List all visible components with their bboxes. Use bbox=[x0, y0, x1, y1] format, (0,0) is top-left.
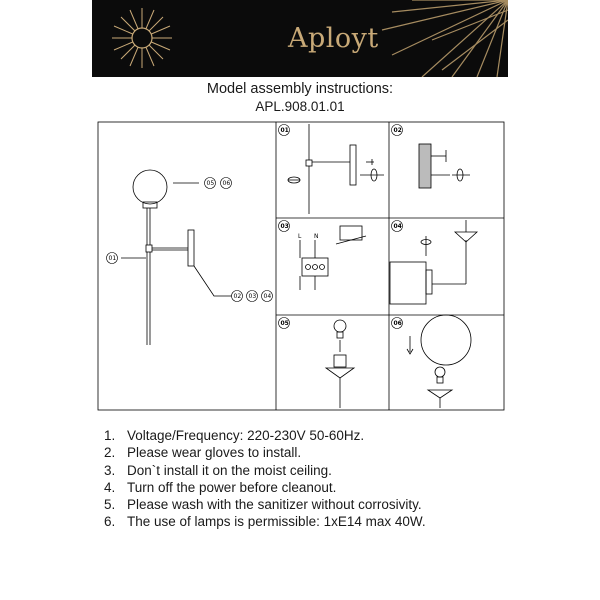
step-05-panel bbox=[279, 318, 355, 409]
label-06 bbox=[221, 178, 232, 189]
svg-text:01: 01 bbox=[108, 255, 117, 262]
svg-text:03: 03 bbox=[248, 293, 257, 300]
brand-name: Aployt bbox=[288, 23, 379, 54]
svg-text:06: 06 bbox=[222, 180, 231, 187]
label-04 bbox=[262, 291, 273, 302]
label-02 bbox=[232, 291, 243, 302]
svg-text:01: 01 bbox=[280, 127, 289, 134]
svg-text:06: 06 bbox=[393, 320, 402, 327]
instructions-list bbox=[104, 427, 426, 531]
svg-text:L: L bbox=[298, 233, 302, 240]
step-06-panel bbox=[392, 315, 472, 408]
list-item: 3. Don`t install it on the moist ceiling. bbox=[104, 462, 332, 478]
list-item: 4. Turn off the power before cleanout. bbox=[104, 479, 337, 495]
label-01 bbox=[107, 253, 118, 264]
svg-text:05: 05 bbox=[280, 320, 289, 327]
model-number: APL.908.01.01 bbox=[255, 99, 345, 114]
svg-text:02: 02 bbox=[233, 293, 242, 300]
svg-text:04: 04 bbox=[263, 293, 272, 300]
svg-text:05: 05 bbox=[206, 180, 215, 187]
lamp-overview-drawing bbox=[121, 170, 232, 345]
svg-text:03: 03 bbox=[280, 223, 289, 230]
list-item: 5. Please wash with the sanitizer without corrosivity. bbox=[104, 497, 422, 513]
svg-text:04: 04 bbox=[393, 223, 402, 230]
page-title: Model assembly instructions: bbox=[206, 81, 394, 97]
step-01-panel bbox=[279, 124, 385, 214]
label-03 bbox=[247, 291, 258, 302]
label-05 bbox=[205, 178, 216, 189]
svg-text:02: 02 bbox=[393, 127, 402, 134]
step-02-panel bbox=[392, 125, 471, 189]
list-item: 2. Please wear gloves to install. bbox=[104, 445, 302, 461]
step-04-panel bbox=[390, 220, 477, 304]
list-item: 6. The use of lamps is permissible: 1xE14 max 40W. bbox=[104, 514, 426, 530]
diagram-frame bbox=[98, 122, 504, 410]
svg-text:N: N bbox=[314, 233, 319, 240]
list-item: 1. Voltage/Frequency: 220-230V 50-60Hz. bbox=[104, 428, 365, 443]
step-03-panel bbox=[279, 221, 367, 291]
